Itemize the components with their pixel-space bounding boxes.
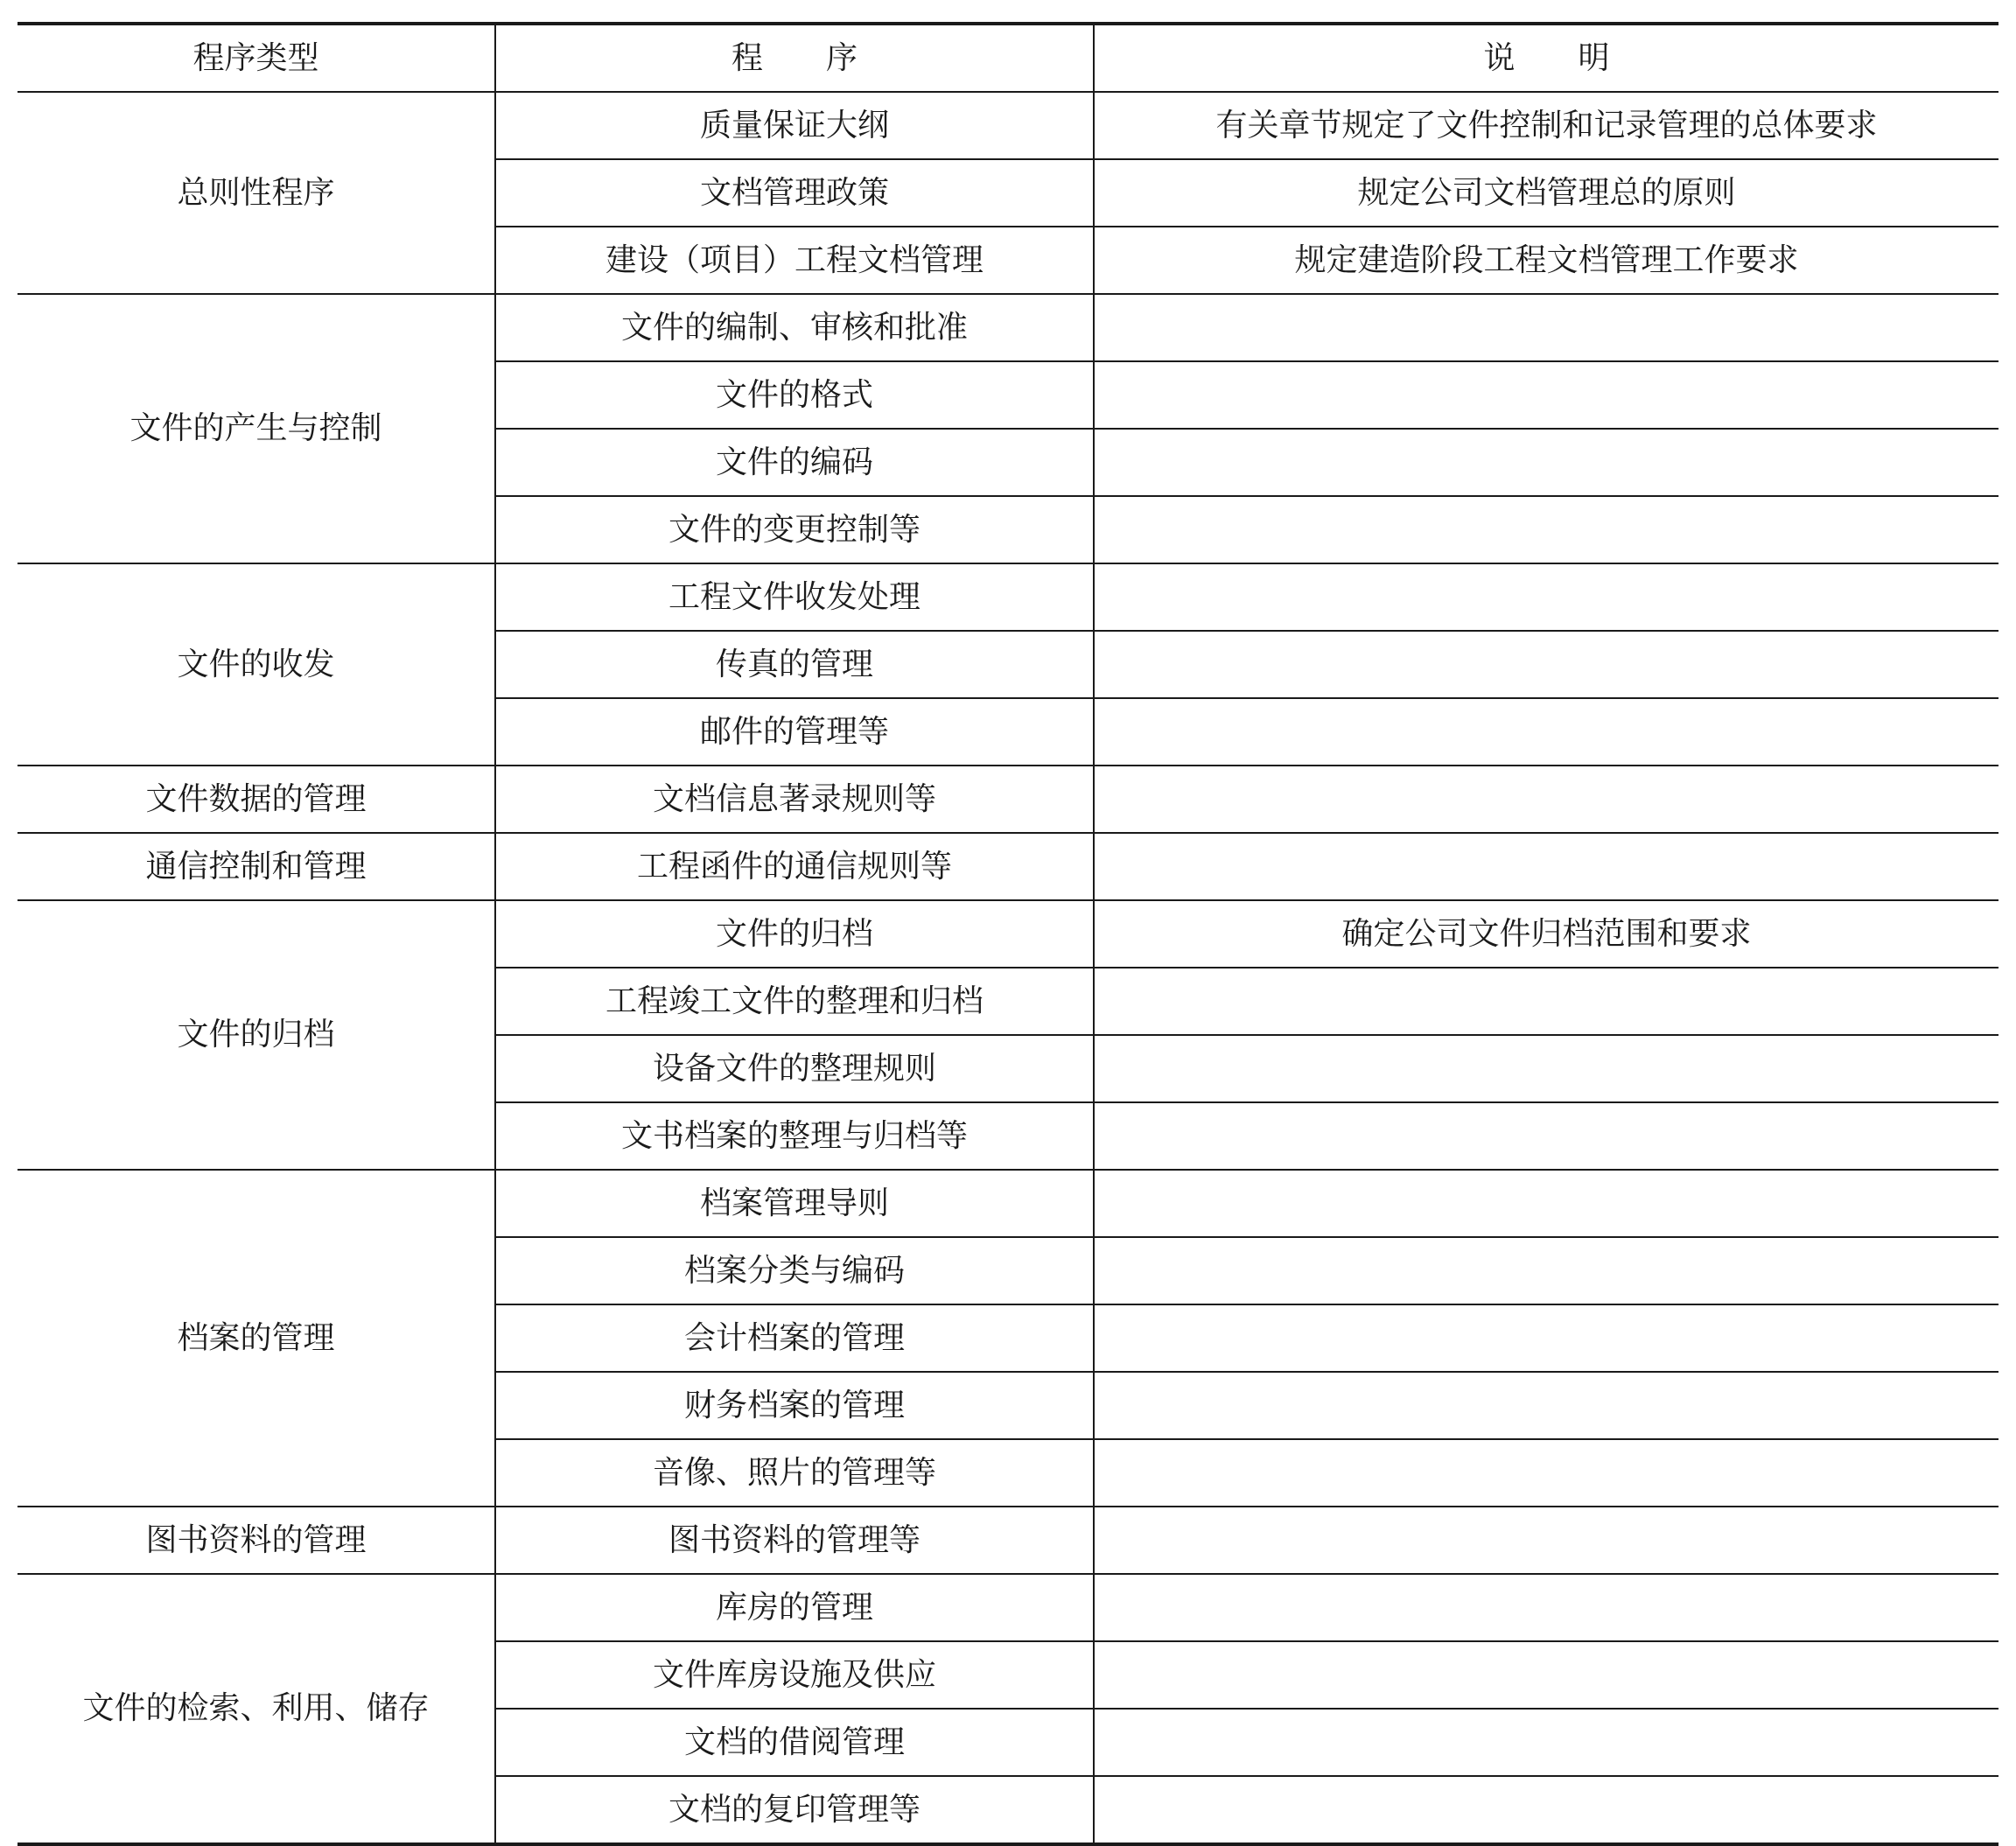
procedure-cell: 质量保证大纲 — [495, 92, 1094, 159]
procedure-cell: 文件库房设施及供应 — [495, 1641, 1094, 1709]
procedure-cell: 文件的归档 — [495, 900, 1094, 968]
procedure-cell: 文档管理政策 — [495, 159, 1094, 227]
description-cell — [1094, 1237, 1998, 1304]
description-cell — [1094, 1709, 1998, 1776]
procedure-cell: 会计档案的管理 — [495, 1304, 1094, 1372]
description-cell — [1094, 429, 1998, 496]
procedure-table — [18, 22, 1998, 1846]
procedure-cell: 图书资料的管理等 — [495, 1507, 1094, 1574]
header-program-type: 程序类型 — [18, 24, 495, 92]
description-cell: 确定公司文件归档范围和要求 — [1094, 900, 1998, 968]
description-cell — [1094, 698, 1998, 766]
table-row — [18, 1574, 1998, 1641]
program-type-cell: 档案的管理 — [18, 1170, 495, 1507]
description-cell — [1094, 1372, 1998, 1439]
procedure-cell: 库房的管理 — [495, 1574, 1094, 1641]
procedure-cell: 建设（项目）工程文档管理 — [495, 227, 1094, 294]
description-cell — [1094, 361, 1998, 429]
table-row — [18, 766, 1998, 833]
procedure-cell: 文件的格式 — [495, 361, 1094, 429]
table-row — [18, 294, 1998, 361]
description-cell — [1094, 1170, 1998, 1237]
program-type-cell: 文件的归档 — [18, 900, 495, 1170]
description-cell — [1094, 1507, 1998, 1574]
table-row — [18, 1507, 1998, 1574]
description-cell — [1094, 631, 1998, 698]
procedure-cell: 文件的编制、审核和批准 — [495, 294, 1094, 361]
description-cell: 规定公司文档管理总的原则 — [1094, 159, 1998, 227]
procedure-cell: 文档信息著录规则等 — [495, 766, 1094, 833]
description-cell: 有关章节规定了文件控制和记录管理的总体要求 — [1094, 92, 1998, 159]
procedure-cell: 文档的复印管理等 — [495, 1776, 1094, 1844]
procedure-cell: 文件的变更控制等 — [495, 496, 1094, 563]
table-body — [18, 92, 1998, 1844]
table-header — [18, 24, 1998, 92]
description-cell: 规定建造阶段工程文档管理工作要求 — [1094, 227, 1998, 294]
description-cell — [1094, 833, 1998, 900]
description-cell — [1094, 563, 1998, 631]
header-description: 说 明 — [1094, 24, 1998, 92]
description-cell — [1094, 1574, 1998, 1641]
procedure-cell: 文件的编码 — [495, 429, 1094, 496]
description-cell — [1094, 496, 1998, 563]
table-row — [18, 900, 1998, 968]
table-row — [18, 92, 1998, 159]
header-procedure: 程 序 — [495, 24, 1094, 92]
procedure-cell: 工程文件收发处理 — [495, 563, 1094, 631]
program-type-cell: 文件的收发 — [18, 563, 495, 766]
header-row — [18, 24, 1998, 92]
procedure-cell: 传真的管理 — [495, 631, 1094, 698]
description-cell — [1094, 1776, 1998, 1844]
description-cell — [1094, 1035, 1998, 1102]
procedure-cell: 工程竣工文件的整理和归档 — [495, 968, 1094, 1035]
procedure-cell: 档案分类与编码 — [495, 1237, 1094, 1304]
description-cell — [1094, 294, 1998, 361]
description-cell — [1094, 1304, 1998, 1372]
description-cell — [1094, 1439, 1998, 1507]
table-row — [18, 833, 1998, 900]
procedure-cell: 档案管理导则 — [495, 1170, 1094, 1237]
program-type-cell: 文件的检索、利用、储存 — [18, 1574, 495, 1844]
procedure-cell: 音像、照片的管理等 — [495, 1439, 1094, 1507]
procedure-cell: 邮件的管理等 — [495, 698, 1094, 766]
procedure-cell: 设备文件的整理规则 — [495, 1035, 1094, 1102]
program-type-cell: 图书资料的管理 — [18, 1507, 495, 1574]
description-cell — [1094, 1641, 1998, 1709]
program-type-cell: 总则性程序 — [18, 92, 495, 294]
procedure-cell: 工程函件的通信规则等 — [495, 833, 1094, 900]
program-type-cell: 通信控制和管理 — [18, 833, 495, 900]
table-row — [18, 563, 1998, 631]
program-type-cell: 文件的产生与控制 — [18, 294, 495, 563]
description-cell — [1094, 1102, 1998, 1170]
description-cell — [1094, 968, 1998, 1035]
program-type-cell: 文件数据的管理 — [18, 766, 495, 833]
procedure-cell: 财务档案的管理 — [495, 1372, 1094, 1439]
table-row — [18, 1170, 1998, 1237]
description-cell — [1094, 766, 1998, 833]
procedure-cell: 文书档案的整理与归档等 — [495, 1102, 1094, 1170]
procedure-cell: 文档的借阅管理 — [495, 1709, 1094, 1776]
